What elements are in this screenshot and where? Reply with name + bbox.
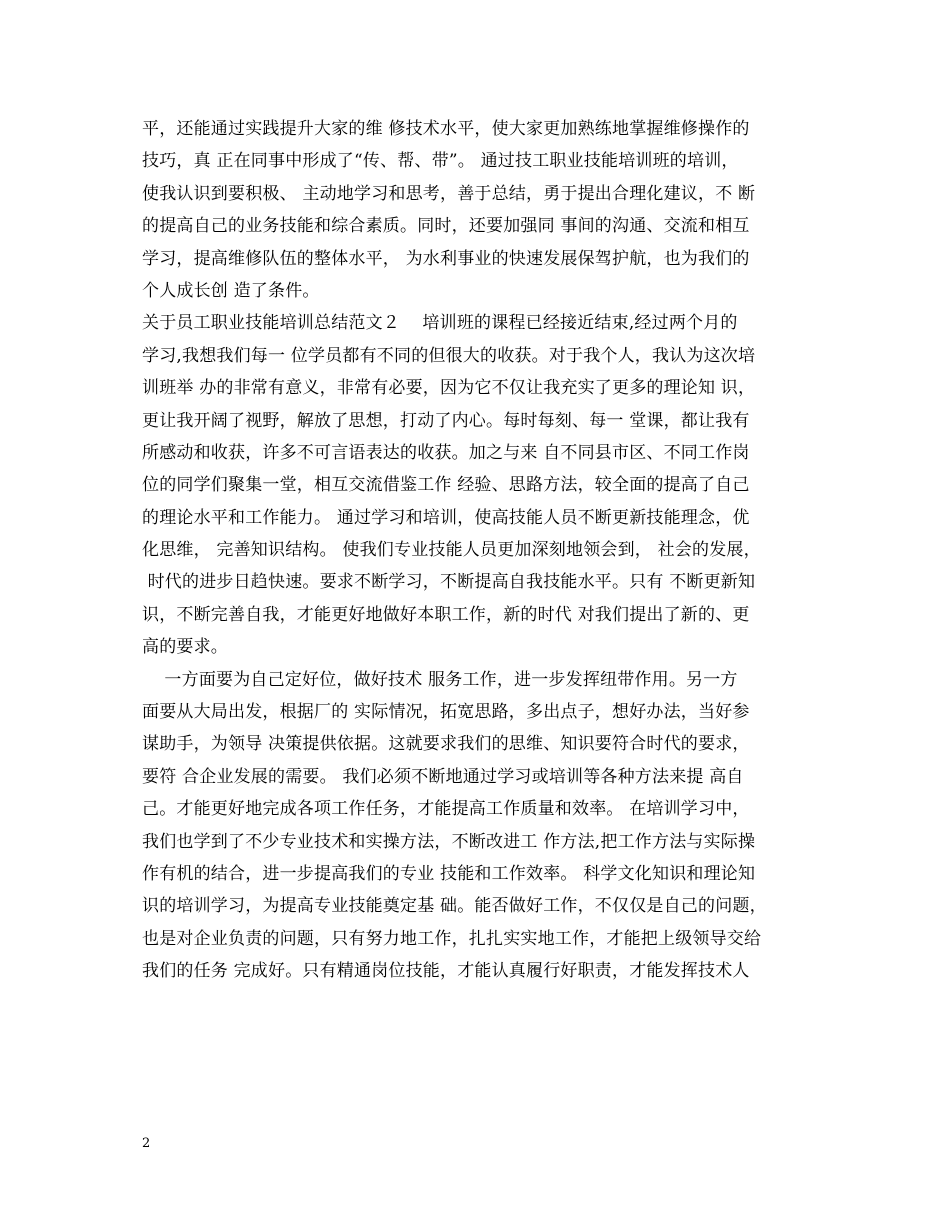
text-line: 技巧，真 正在同事中形成了“传、帮、带”。 通过技工职业技能培训班的培训，	[142, 151, 739, 172]
text-line: 面要从大局出发，根据厂的 实际情况，拓宽思路，多出点子，想好办法，当好参	[142, 702, 750, 723]
text-line: 关于员工职业技能培训总结范文２ 培训班的课程已经接近结束,经过两个月的	[142, 313, 738, 334]
text-line: 平，还能通过实践提升大家的维 修技术水平，使大家更加熟练地掌握维修操作的	[142, 119, 750, 139]
body-text	[142, 113, 832, 988]
text-line: 更让我开阔了视野，解放了思想，打动了内心。每时每刻、每一 堂课，都让我有	[142, 410, 750, 431]
page-number: 2	[142, 1136, 151, 1151]
text-line: 己。才能更好地完成各项工作任务，才能提高工作质量和效率。 在培训学习中，	[142, 799, 750, 820]
text-line: 识，不断完善自我，才能更好地做好本职工作，新的时代 对我们提出了新的、更	[142, 604, 750, 625]
text-line: 所感动和收获，许多不可言语表达的收获。加之与来 自不同县市区、不同工作岗	[142, 442, 750, 463]
text-line: 训班举 办的非常有意义，非常有必要，因为它不仅让我充实了更多的理论知 识，	[142, 378, 756, 399]
text-line: 也是对企业负责的问题，只有努力地工作，扎扎实实地工作，才能把上级领导交给	[142, 928, 762, 949]
text-line: 谋助手，为领导 决策提供依据。这就要求我们的思维、知识要符合时代的要求，	[142, 734, 750, 755]
text-line: 的提高自己的业务技能和综合素质。同时，还要加强同 事间的沟通、交流和相互	[142, 216, 750, 237]
text-line: 个人成长创 造了条件。	[142, 280, 320, 301]
text-line: 时代的进步日趋快速。要求不断学习，不断提高自我技能水平。只有 不断更新知	[142, 572, 756, 593]
text-line: 要符 合企业发展的需要。 我们必须不断地通过学习或培训等各种方法来提 高自	[142, 766, 744, 787]
text-line: 一方面要为自己定好位，做好技术 服务工作，进一步发挥纽带作用。另一方	[142, 669, 738, 690]
text-line: 化思维， 完善知识结构。 使我们专业技能人员更加深刻地领会到， 社会的发展，	[142, 540, 761, 561]
text-line: 我们也学到了不少专业技术和实操方法，不断改进工 作方法,把工作方法与实际操	[142, 831, 756, 852]
text-line: 高的要求。	[142, 637, 228, 658]
text-line: 学习，提高维修队伍的整体水平， 为水利事业的快速发展保驾护航，也为我们的	[142, 248, 750, 269]
text-line: 使我认识到要积极、 主动地学习和思考，善于总结，勇于提出合理化建议，不 断	[142, 183, 756, 204]
text-line: 学习,我想我们每一 位学员都有不同的但很大的收获。对于我个人，我认为这次培	[142, 345, 756, 366]
text-line: 识的培训学习，为提高专业技能奠定基 础。能否做好工作，不仅仅是自己的问题，	[142, 896, 767, 917]
text-line: 作有机的结合，进一步提高我们的专业 技能和工作效率。 科学文化知识和理论知	[142, 863, 756, 884]
text-line: 的理论水平和工作能力。 通过学习和培训，使高技能人员不断更新技能理念，优	[142, 507, 750, 528]
text-line: 我们的任务 完成好。只有精通岗位技能，才能认真履行好职责，才能发挥技术人	[142, 961, 750, 982]
text-line: 位的同学们聚集一堂，相互交流借鉴工作 经验、思路方法，较全面的提高了自己	[142, 475, 750, 496]
